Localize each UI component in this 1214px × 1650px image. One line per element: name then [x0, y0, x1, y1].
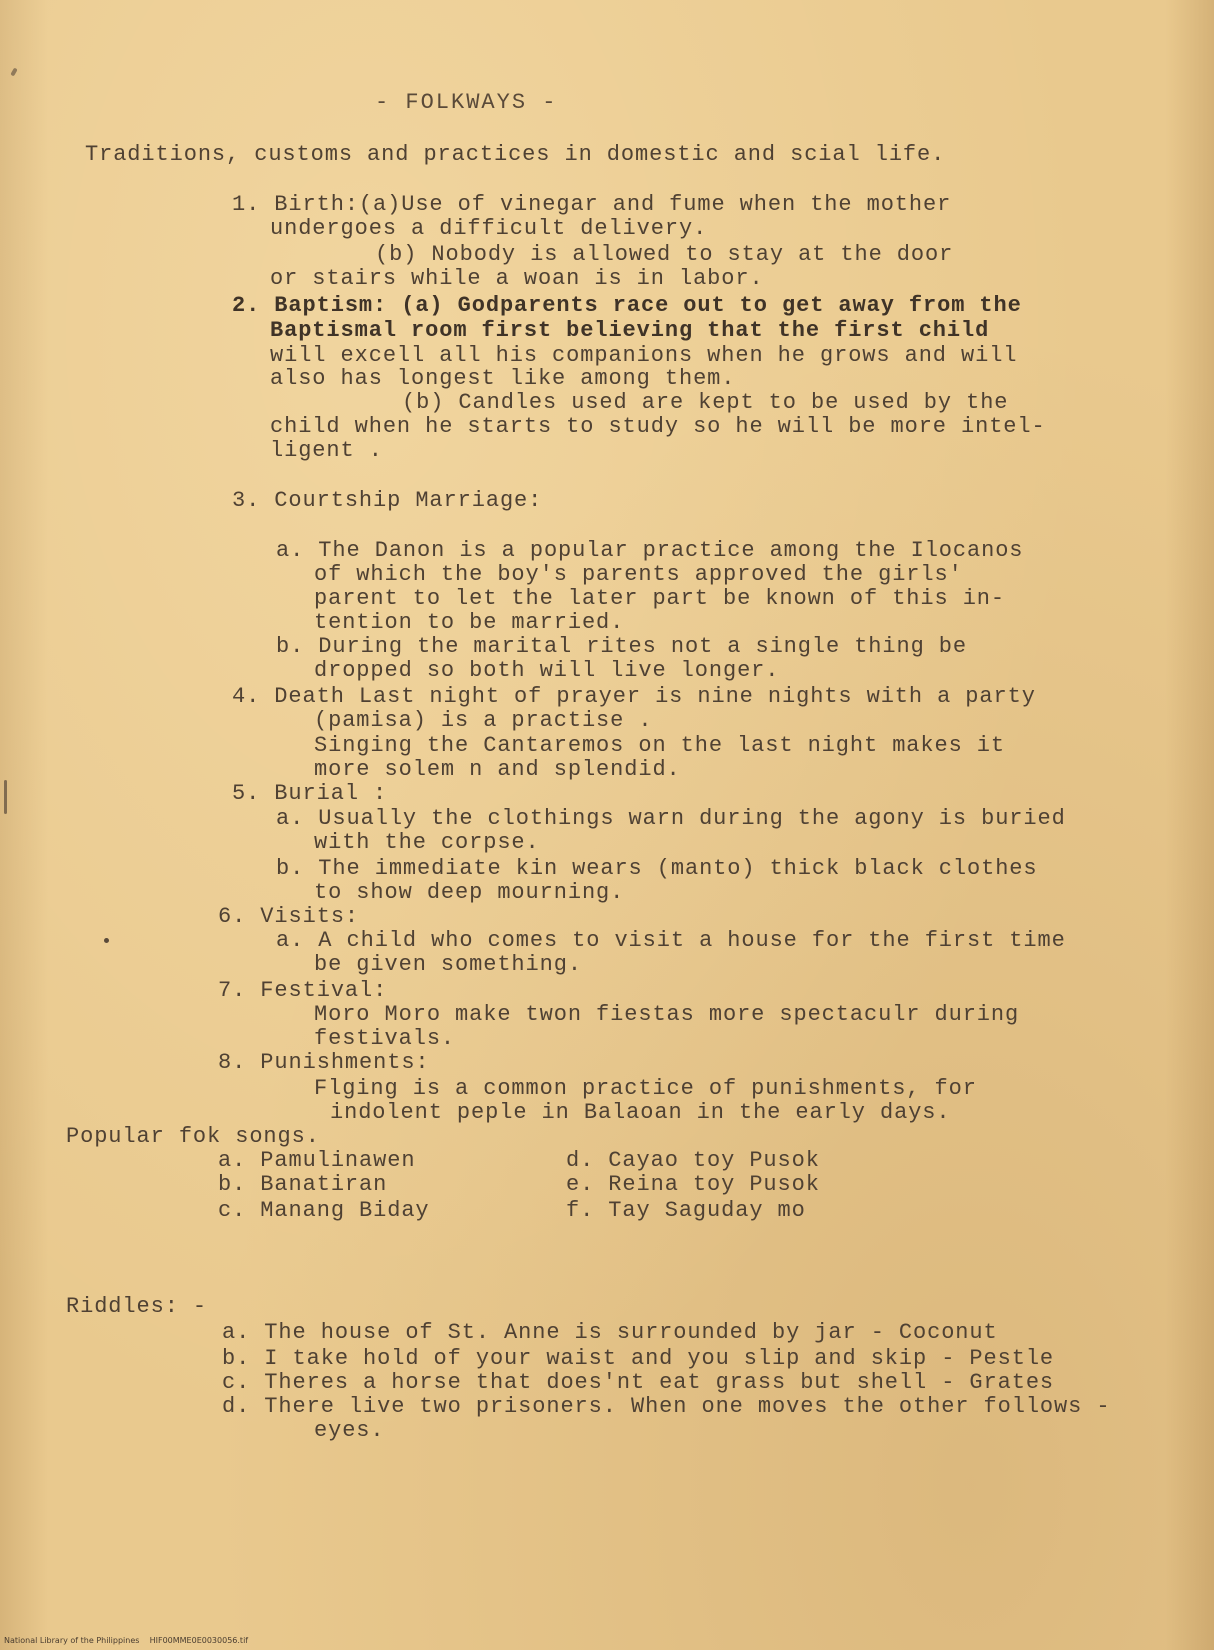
item-line: 5. Burial :	[232, 781, 388, 806]
item-line: dropped so both will live longer.	[314, 658, 780, 683]
item-line: (pamisa) is a practise .	[314, 708, 653, 733]
item-line: Singing the Cantaremos on the last night makes it	[314, 733, 1006, 758]
riddle-item: c. Theres a horse that does'nt eat grass but shell - Grates	[222, 1370, 1055, 1395]
item-line: Flging is a common practice of punishments, for	[314, 1076, 977, 1101]
riddle-item: b. I take hold of your waist and you slip and skip - Pestle	[222, 1346, 1055, 1371]
edge-mark	[4, 780, 7, 814]
intro-line: Traditions, customs and practices in domestic and scial life.	[85, 142, 946, 167]
edge-mark	[10, 68, 17, 77]
item-line: 7. Festival:	[218, 978, 388, 1003]
page-title: - FOLKWAYS -	[375, 90, 558, 115]
item-line: tention to be married.	[314, 610, 625, 635]
item-line: Moro Moro make twon fiestas more spectaculr during	[314, 1002, 1020, 1027]
riddle-item: d. There live two prisoners. When one moves the other follows -	[222, 1394, 1111, 1419]
item-line: more solem n and splendid.	[314, 757, 681, 782]
item-line: indolent peple in Balaoan in the early days.	[330, 1100, 951, 1125]
item-line: of which the boy's parents approved the girls'	[314, 562, 963, 587]
item-line: child when he starts to study so he will be more intel-	[270, 414, 1046, 439]
ink-speck	[104, 938, 109, 943]
riddle-item: eyes.	[314, 1418, 385, 1443]
item-line: will excell all his companions when he grows and will	[270, 343, 1018, 368]
footer-caption: National Library of the Philippines HIF00MME0E0030056.tif	[4, 1636, 249, 1645]
item-line: b. The immediate kin wears (manto) thick black clothes	[276, 856, 1038, 881]
item-line: (b) Nobody is allowed to stay at the door	[375, 242, 954, 267]
item-line: 6. Visits:	[218, 904, 360, 929]
riddles-heading: Riddles: -	[66, 1294, 208, 1319]
item-line: 3. Courtship Marriage:	[232, 488, 543, 513]
item-line: parent to let the later part be known of this in-	[314, 586, 1006, 611]
item-line: b. During the marital rites not a single thing be	[276, 634, 968, 659]
item-line: Baptismal room first believing that the first child	[270, 318, 990, 343]
item-line: with the corpse.	[314, 830, 540, 855]
song-item: f. Tay Saguday mo	[566, 1198, 806, 1223]
item-line: 4. Death Last night of prayer is nine nights with a party	[232, 684, 1036, 709]
item-line: also has longest like among them.	[270, 366, 736, 391]
song-item: b. Banatiran	[218, 1172, 388, 1197]
item-line: to show deep mourning.	[314, 880, 625, 905]
item-line: a. The Danon is a popular practice among the Ilocanos	[276, 538, 1024, 563]
item-line: a. Usually the clothings warn during the agony is buried	[276, 806, 1066, 831]
item-line: ligent .	[270, 438, 383, 463]
song-item: d. Cayao toy Pusok	[566, 1148, 820, 1173]
item-line: festivals.	[314, 1026, 456, 1051]
item-line: be given something.	[314, 952, 582, 977]
item-line: 8. Punishments:	[218, 1050, 430, 1075]
item-line: 1. Birth:(a)Use of vinegar and fume when the mother	[232, 192, 952, 217]
riddle-item: a. The house of St. Anne is surrounded by jar - Coconut	[222, 1320, 998, 1345]
item-line: (b) Candles used are kept to be used by the	[402, 390, 1009, 415]
song-item: c. Manang Biday	[218, 1198, 430, 1223]
song-item: a. Pamulinawen	[218, 1148, 416, 1173]
item-line: undergoes a difficult delivery.	[270, 216, 708, 241]
item-line: or stairs while a woan is in labor.	[270, 266, 764, 291]
item-line: 2. Baptism: (a) Godparents race out to get away from the	[232, 293, 1022, 318]
song-item: e. Reina toy Pusok	[566, 1172, 820, 1197]
item-line: a. A child who comes to visit a house for the first time	[276, 928, 1066, 953]
songs-heading: Popular fok songs.	[66, 1124, 320, 1149]
